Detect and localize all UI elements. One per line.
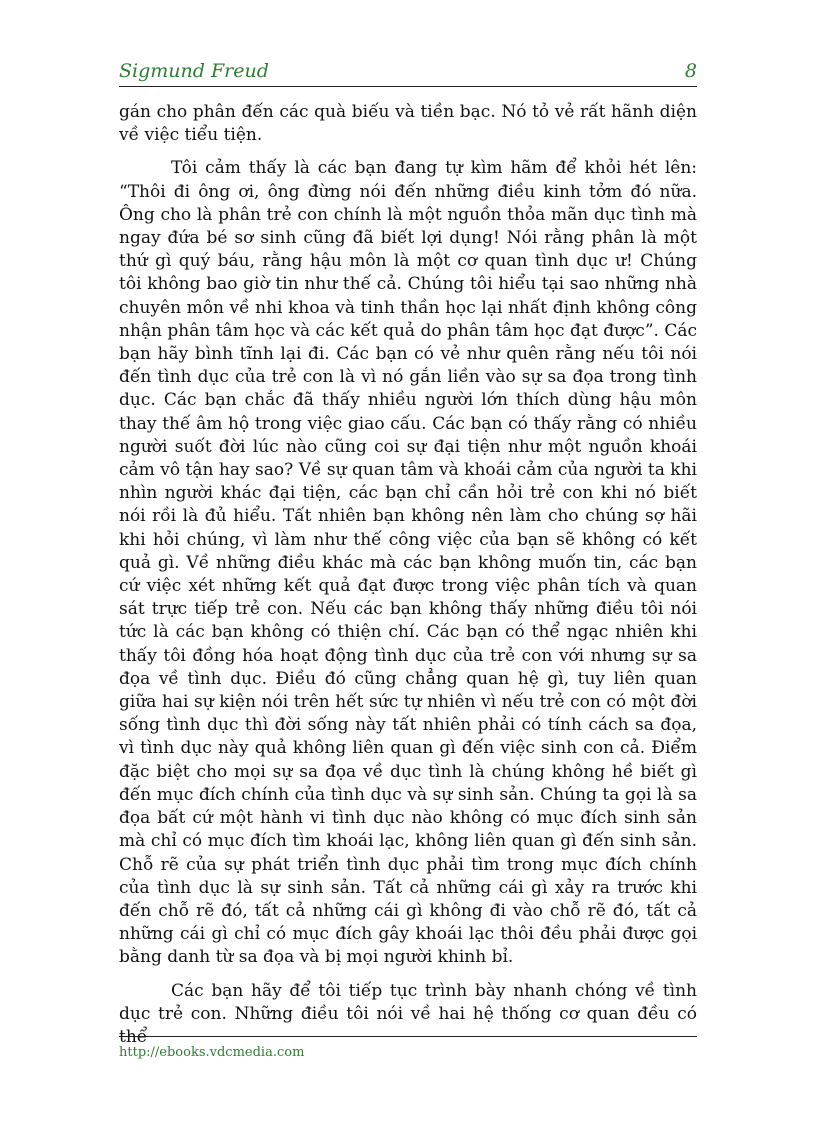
body-text: [119, 101, 697, 1049]
paragraph: Các bạn hãy để tôi tiếp tục trình bày nhanh chóng về tình dục trẻ con. Những điều tôi nói về hai hệ thống cơ quan đều có thể: [119, 980, 697, 1047]
header-author: Sigmund Freud: [119, 60, 269, 82]
footer-divider: [119, 1036, 697, 1037]
paragraph-continued: gán cho phân đến các quà biếu và tiền bạc. Nó tỏ vẻ rất hãnh diện về việc tiểu tiện.: [119, 102, 697, 146]
footer-link[interactable]: http://ebooks.vdcmedia.com: [119, 1045, 305, 1060]
page-header: [119, 58, 697, 87]
paragraph: Tôi cảm thấy là các bạn đang tự kìm hãm để khỏi hét lên: “Thôi đi ông ơi, ông đừng nói đến những điều kinh tởm đó nữa. Ông cho là phân trẻ con chính là một nguồn thỏa mãn dục tình mà ngay đứa bé sơ sinh cũng đã biết lợi dụng! Nói rằng phân là một thứ gì quý báu, rằng hậu môn là một cơ quan tình dục ư! Chúng tôi không bao giờ tin như thế cả. Chúng tôi hiểu tại sao những nhà chuyên môn về nhi khoa và tinh thần học lại nhất định không công nhận phân tâm học và các kết quả do phân tâm học đạt được”. Các bạn hãy bình tĩnh lại đi. Các bạn có vẻ như quên rằng nếu tôi nói đến tình dục của trẻ con là vì nó gắn liền vào sự sa đọa trong tình dục. Các bạn chắc đã thấy nhiều người lớn thích dùng hậu môn thay thế âm hộ trong việc giao cấu. Các bạn có thấy rằng có nhiều người suốt đời lúc nào cũng coi sự đại tiện như một nguồn khoái cảm vô tận hay sao? Về sự quan tâm và khoái cảm của người ta khi nhìn người khác đại tiện, các bạn chỉ cần hỏi trẻ con khi nó biết nói rồi là đủ hiểu. Tất nhiên bạn không nên làm cho chúng sợ hãi khi hỏi chúng, vì làm như thế công việc của bạn sẽ không có kết quả gì. Về những điều khác mà các bạn không muốn tin, các bạn cứ việc xét những kết quả đạt được trong việc phân tích và quan sát trực tiếp trẻ con. Nếu các bạn không thấy những điều tôi nói tức là các bạn không có thiện chí. Các bạn có thể ngạc nhiên khi thấy tôi đồng hóa hoạt động tình dục của trẻ con với nhưng sự sa đọa về tình dục. Điều đó cũng chẳng quan hệ gì, tuy liên quan giữa hai sự kiện nói trên hết sức tự nhiên vì nếu trẻ con có một đời sống tình dục thì đời sống này tất nhiên phải có tính cách sa đọa, vì tình dục này quả không liên quan gì đến việc sinh con cả. Điểm đặc biệt cho mọi sự sa đọa về dục tình là chúng không hề biết gì đến mục đích chính của tình dục và sự sinh sản. Chúng ta gọi là sa đọa bất cứ một hành vi tình dục nào không có mục đích sinh sản mà chỉ có mục đích tìm khoái lạc, không liên quan gì đến sinh sản. Chỗ rẽ của sự phát triển tình dục phải tìm trong mục đích chính của tình dục là sự sinh sản. Tất cả những cái gì xảy ra trước khi đến chỗ rẽ đó, tất cả những cái gì không đi vào chỗ rẽ đó, tất cả những cái gì chỉ có mục đích gây khoái lạc thôi đều phải được gọi bằng danh từ sa đọa và bị mọi người khinh bỉ.: [119, 158, 697, 968]
page-number: 8: [684, 60, 697, 82]
